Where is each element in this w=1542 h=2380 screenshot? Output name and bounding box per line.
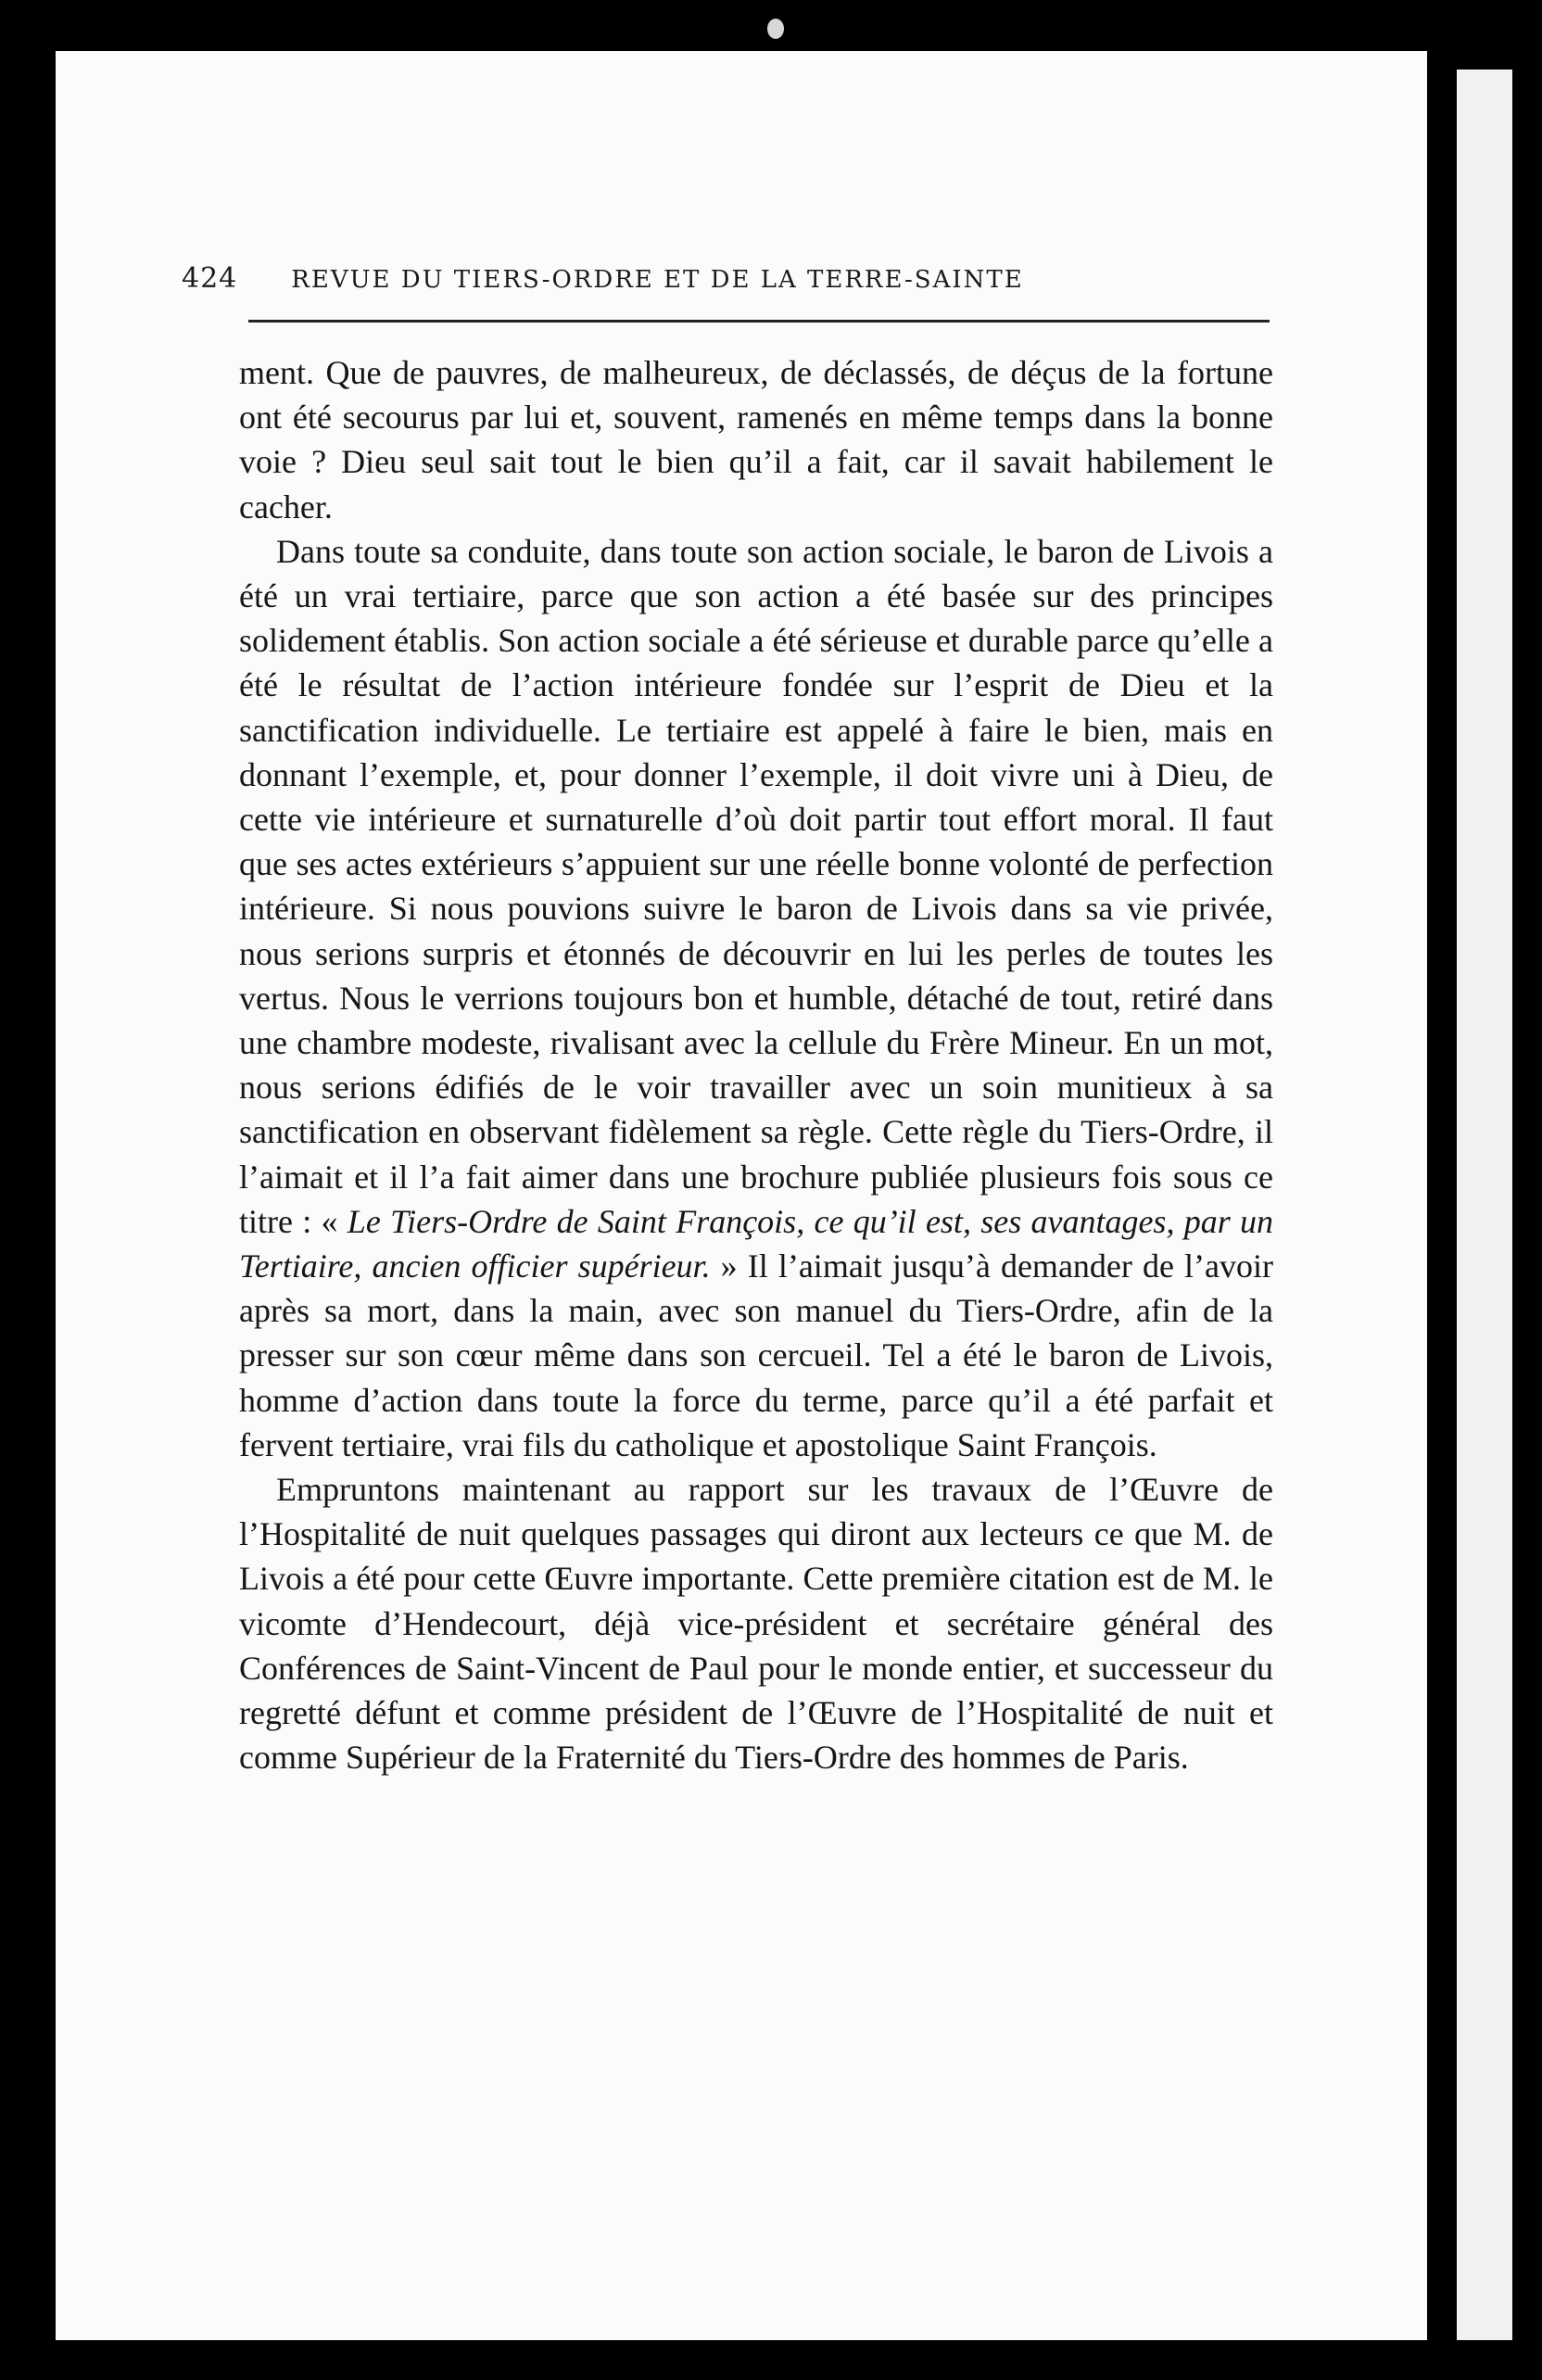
page-number: 424 [182,262,238,295]
running-title: REVUE DU TIERS-ORDRE ET DE LA TERRE-SAINTE [291,266,1024,294]
paragraph-2-book-title: Le Tiers-Ordre de Saint François, ce qu’il est, ses avantages, par un Tertiaire, ancien officier supérieur. [239,1202,1273,1285]
paragraph-1: ment. Que de pauvres, de malheureux, de déclassés, de déçus de la fortune ont été secourus par lui et, souvent, ramenés en même temps dans la bonne voie ? Dieu seul sait tout le bien qu’il a fait, car il savait habilement le cacher. [239,354,1273,525]
paragraph-2-text-a: Dans toute sa conduite, dans toute son action sociale, le baron de Livois a été un vrai tertiaire, parce que son action a été basée sur des principes solidement établis. Son action sociale a été sérieuse et durable parce qu’elle a été le résultat de l’action intérieure fondée sur l’esprit de Dieu et la sanctification individuelle. Le tertiaire est appelé à faire le bien, mais en donnant l’exemple, et, pour donner l’exemple, il doit vivre uni à Dieu, de cette vie intérieure et surnaturelle d’où doit partir tout effort moral. Il faut que ses actes extérieurs s’appuient sur une réelle bonne volonté de perfection intérieure. Si nous pouvions suivre le baron de Livois dans sa vie privée, nous serions surpris et étonnés de découvrir en lui les perles de toutes les vertus. Nous le verrions toujours bon et humble, détaché de tout, retiré dans une chambre modeste, rivalisant avec la cellule du Frère Mineur. En un mot, nous serions édifiés de le voir travailler avec un soin munitieux à sa sanctification en observant fidèlement sa règle. Cette règle du Tiers-Ordre, il l’aimait et il l’a fait aimer dans une brochure publiée plusieurs fois sous ce titre : « [239,532,1273,1240]
paragraph-3: Empruntons maintenant au rapport sur les travaux de l’Œuvre de l’Hospitalité de nuit quelques passages qui diront aux lecteurs ce que M. de Livois a été pour cette Œuvre importante. Cette première citation est de M. le vicomte d’Hendecourt, déjà vice-président et secrétaire général des Conférences de Saint-Vincent de Paul pour le monde entier, et successeur du regretté défunt et comme président de l’Œuvre de l’Hospitalité de nuit et comme Supérieur de la Fraternité du Tiers-Ordre des hommes de Paris. [239,1471,1273,1777]
header-rule [248,320,1270,323]
paragraph-2 [239,529,1273,1467]
scan-speck [767,19,784,39]
adjacent-page-edge [1457,70,1512,2340]
body-text [239,350,1273,1780]
paragraph-2-text-b: » Il l’aimait jusqu’à demander de l’avoir après sa mort, dans la main, avec son manuel du Tiers-Ordre, afin de la presser sur son cœur même dans son cercueil. Tel a été le baron de Livois, homme d’action dans toute la force du terme, parce qu’il a été parfait et fervent tertiaire, vrai fils du catholique et apostolique Saint François. [239,1247,1274,1463]
running-head [182,262,1270,295]
